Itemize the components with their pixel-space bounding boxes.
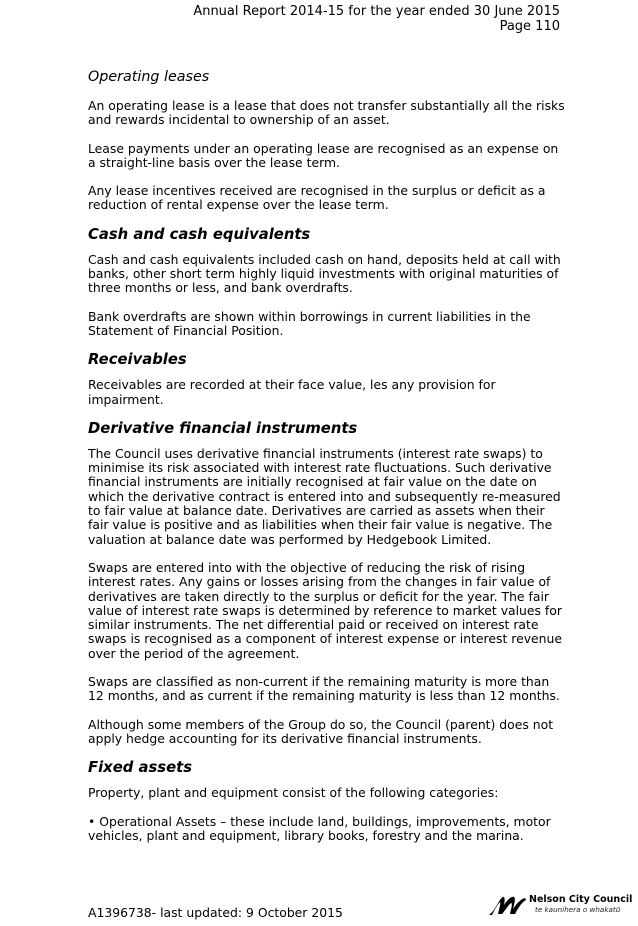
section-cash <box>88 226 566 338</box>
document-reference: A1396738- last updated: 9 October 2015 <box>88 905 343 920</box>
section-receivables <box>88 351 566 407</box>
nelson-logo-icon <box>487 893 529 917</box>
document-body <box>88 69 566 857</box>
council-logo <box>487 891 633 921</box>
heading-receivables: Receivables <box>88 351 187 369</box>
logo-tagline: te kaunihera o whakatū <box>535 905 621 914</box>
paragraph: An operating lease is a lease that does not transfer substantially all the risks and rewards incidental to ownership of an asset. <box>88 98 565 128</box>
paragraph: Swaps are entered into with the objective of reducing the risk of rising interest rates. Any gains or losses arising from the changes in fair value of derivatives are taken directly to the surplus or deficit for the year. The fair value of interest rate swaps is determined by reference to market values for similar instruments. The net differential paid or received on interest rate swaps is recognised as a component of interest expense or interest revenue over the period of the agreement. <box>88 559 562 661</box>
section-derivatives <box>88 420 566 746</box>
heading-fixed-assets: Fixed assets <box>88 759 193 777</box>
heading-derivatives: Derivative financial instruments <box>88 419 358 437</box>
paragraph: Property, plant and equipment consist of the following categories: <box>88 785 499 801</box>
paragraph: Bank overdrafts are shown within borrowings in current liabilities in the Statement of Financial Position. <box>88 308 531 338</box>
bullet-item: • Operational Assets – these include land, buildings, improvements, motor vehicles, plant and equipment, library books, forestry and the marina. <box>88 813 551 843</box>
paragraph: Receivables are recorded at their face value, les any provision for impairment. <box>88 377 496 407</box>
paragraph: Swaps are classified as non-current if the remaining maturity is more than 12 months, and as current if the remaining maturity is less than 12 months. <box>88 674 560 704</box>
page-header <box>193 4 560 34</box>
section-operating-leases <box>88 69 566 213</box>
paragraph: Any lease incentives received are recognised in the surplus or deficit as a reduction of rental expense over the lease term. <box>88 183 546 213</box>
paragraph: Although some members of the Group do so, the Council (parent) does not apply hedge accounting for its derivative financial instruments. <box>88 716 554 746</box>
paragraph: Lease payments under an operating lease are recognised as an expense on a straight-line basis over the lease term. <box>88 140 559 170</box>
heading-operating-leases: Operating leases <box>88 69 210 85</box>
heading-cash: Cash and cash equivalents <box>88 225 311 243</box>
report-title: Annual Report 2014-15 for the year ended 30 June 2015 <box>193 4 560 19</box>
logo-name: Nelson City Council <box>529 894 633 905</box>
paragraph: Cash and cash equivalents included cash on hand, deposits held at call with banks, other short term highly liquid investments with original maturities of three months or less, and bank overdrafts. <box>88 251 561 296</box>
paragraph: The Council uses derivative financial instruments (interest rate swaps) to minimise its risk associated with interest rate fluctuations. Such derivative financial instruments are initially recognised at fair value on the date on which the derivative contract is entered into and subsequently re-measured to fair value at balance date. Derivatives are carried as assets when their fair value is positive and as liabilities when their fair value is negative. The valuation at balance date was performed by Hedgebook Limited. <box>88 445 561 547</box>
section-fixed-assets <box>88 759 566 843</box>
page-number: Page 110 <box>499 19 560 34</box>
